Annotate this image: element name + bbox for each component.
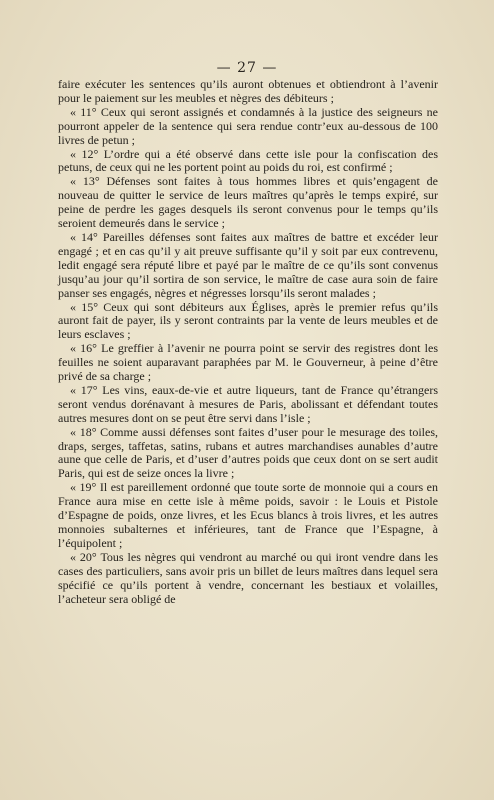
paragraph: « 17° Les vins, eaux-de-vie et autre liqueurs, tant de France qu’étrangers seront vendus dorénavant à mesures de Paris, abolissant et défendant toutes autres mesures dont on se peut être servi dans l’isle ; bbox=[58, 382, 438, 425]
paragraph: « 13° Défenses sont faites à tous hommes libres et quis’engagent de nouveau de quitter le service de leurs maîtres qu’après le temps expiré, sur peine de perdre les gages desquels ils seront convenus pour le temps qu’ils seroient demeurés dans le service ; bbox=[58, 174, 438, 231]
paragraph: « 14° Pareilles défenses sont faites aux maîtres de battre et excéder leur engagé ; et en cas qu’il y ait preuve suffisante qu’il y soit par eux contrevenu, ledit engagé sera réputé libre et payé par le maître de ce qu’ils sont convenus jusqu’au jour qu’il sortira de son service, le maître de case aura soin de faire panser ses engagés, nègres et négresses lorsqu’ils seront malades ; bbox=[58, 229, 438, 300]
paragraph: « 20° Tous les nègres qui vendront au marché ou qui iront vendre dans les cases des particuliers, sans avoir pris un billet de leurs maîtres dans lequel sera spécifié ce qu’ils portent à vendre, concernant les bestiaux et volailles, l’acheteur sera obligé de bbox=[58, 549, 438, 606]
paragraph: « 16° Le greffier à l’avenir ne pourra point se servir des registres dont les feuilles ne soient auparavant paraphées par M. le Gouverneur, à peine d’être privé de sa charge ; bbox=[58, 341, 438, 384]
paragraph: « 15° Ceux qui sont débiteurs aux Églises, après le premier refus qu’ils auront fait de payer, ils y seront contraints par la vente de leurs meubles et de leurs esclaves ; bbox=[58, 299, 438, 342]
body-text bbox=[58, 78, 438, 606]
paragraph: « 18° Comme aussi défenses sont faites d’user pour le mesurage des toiles, draps, serges, taffetas, satins, rubans et autres marchandises aunables d’autre aune que celle de Paris, et d’user d’autres poids que ceux dont on se sert audit Paris, qui est de seize onces la livre ; bbox=[58, 424, 438, 481]
paragraph: « 12° L’ordre qui a été observé dans cette isle pour la confiscation des petuns, de ceux qui ne les portent point au poids du roi, est confirmé ; bbox=[58, 146, 438, 175]
paragraph: « 11° Ceux qui seront assignés et condamnés à la justice des seigneurs ne pourront appeler de la sentence qui sera rendue contr’eux au-dessous de 100 livres de petun ; bbox=[58, 104, 438, 147]
page-number: — 27 — bbox=[216, 60, 278, 76]
paragraph: faire exécuter les sentences qu’ils auront obtenues et obtiendront à l’avenir pour le paiement sur les meubles et nègres des débiteurs ; bbox=[58, 77, 438, 105]
paragraph: « 19° Il est pareillement ordonné que toute sorte de monnoie qui a cours en France aura mise en cette isle à même poids, savoir : le Louis et Pistole d’Espagne de poids, onze livres, et les Ecus blancs à trois livres, et les autres monnoies subalternes et inférieures, tant de France que l’Espagne, à l’équipolent ; bbox=[58, 480, 438, 550]
